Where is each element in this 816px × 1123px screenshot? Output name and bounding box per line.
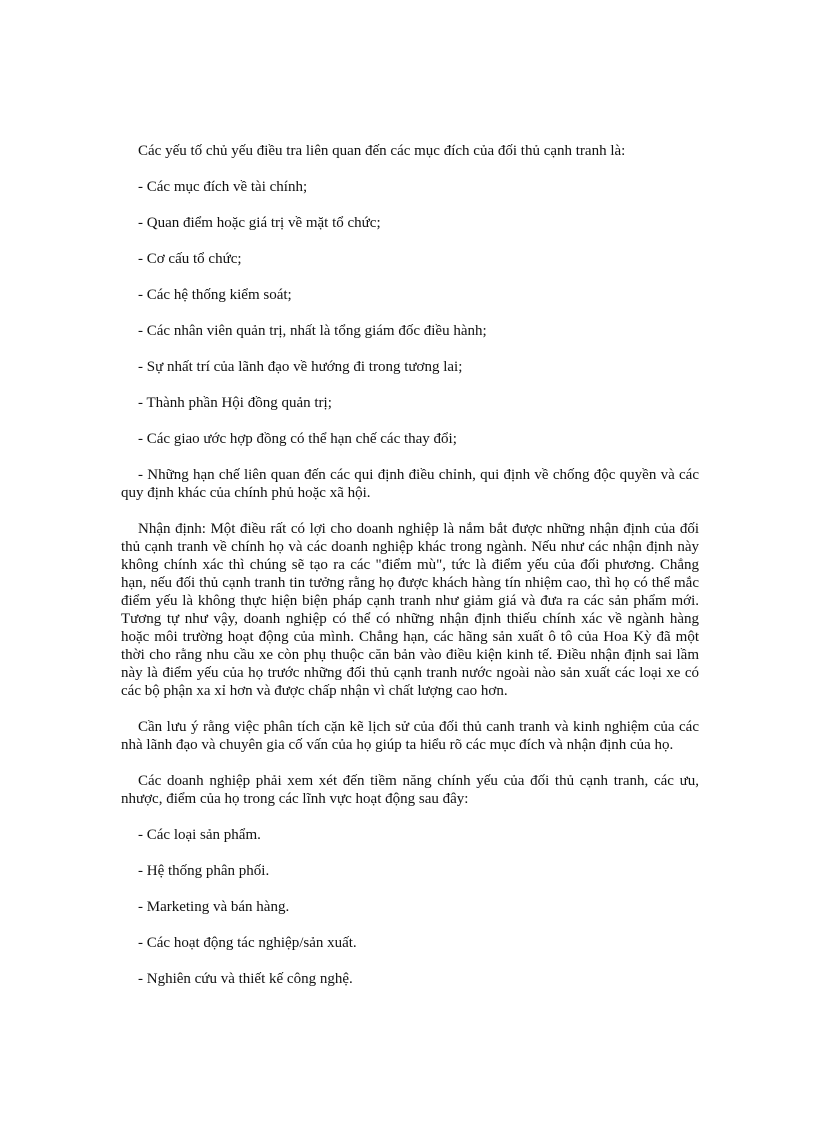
list-item-leadership-consensus: - Sự nhất trí của lãnh đạo về hướng đi trong tương lai;: [138, 359, 463, 375]
list-item-marketing-sales: - Marketing và bán hàng.: [138, 899, 290, 915]
list-item-regulations: - Những hạn chế liên quan đến các qui định điều chỉnh, qui định về chống độc quyền và các quy định khác của chính phủ hoặc xã hội.: [121, 467, 699, 501]
list-item-organizational-structure: - Cơ cấu tổ chức;: [138, 251, 242, 267]
document-body: [121, 142, 699, 988]
list-item-distribution: - Hệ thống phân phối.: [138, 863, 270, 879]
history-paragraph: Cần lưu ý rằng việc phân tích cặn kẽ lịch sử của đối thủ canh tranh và kinh nghiệm của các nhà lãnh đạo và chuyên gia cố vấn của họ giúp ta hiểu rõ các mục đích và nhận định của họ.: [121, 719, 699, 753]
list-item-products: - Các loại sản phẩm.: [138, 827, 261, 843]
intro-text: Các yếu tố chủ yếu điều tra liên quan đến các mục đích của đối thủ cạnh tranh là:: [138, 143, 626, 159]
assessment-paragraph: Nhận định: Một điều rất có lợi cho doanh nghiệp là nắm bắt được những nhận định của đối thủ cạnh tranh về chính họ và các doanh nghiệp khác trong ngành. Nếu như các nhận định này không chính xác thì chúng sẽ tạo ra các "điểm mù", tức là điểm yếu của đối phương. Chẳng hạn, nếu đối thủ cạnh tranh tin tưởng rằng họ được khách hàng tín nhiệm cao, thì họ có thể mắc điểm yếu là không thực hiện biện pháp cạnh tranh như giảm giá và đưa ra các sản phẩm mới. Tương tự như vậy, doanh nghiệp có thể có những nhận định thiếu chính xác về ngành hàng hoặc môi trường hoạt động của mình. Chẳng hạn, các hãng sản xuất ô tô của Hoa Kỳ đã một thời cho rằng nhu cầu xe còn phụ thuộc căn bản vào điều kiện kinh tế. Điều nhận định sai lầm này là điểm yếu của họ trước những đối thủ cạnh tranh nước ngoài nào sản xuất các loại xe có các bộ phận xa xỉ hơn và được chấp nhận vì chất lượng cao hơn.: [121, 521, 699, 699]
list-item-research-design: - Nghiên cứu và thiết kế công nghệ.: [138, 971, 353, 987]
list-item-financial-goals: - Các mục đích về tài chính;: [138, 179, 308, 195]
list-item-organizational-values: - Quan điểm hoặc giá trị về mặt tổ chức;: [138, 215, 381, 231]
potential-paragraph: Các doanh nghiệp phải xem xét đến tiềm năng chính yếu của đối thủ cạnh tranh, các ưu, nhược, điểm của họ trong các lĩnh vực hoạt động sau đây:: [121, 773, 699, 807]
list-item-operations: - Các hoạt động tác nghiệp/sản xuất.: [138, 935, 357, 951]
list-item-board-composition: - Thành phần Hội đồng quản trị;: [138, 395, 332, 411]
list-item-management-staff: - Các nhân viên quản trị, nhất là tổng giám đốc điều hành;: [138, 323, 487, 339]
list-item-control-systems: - Các hệ thống kiểm soát;: [138, 287, 292, 303]
list-item-contract-commitments: - Các giao ước hợp đồng có thể hạn chế các thay đổi;: [138, 431, 457, 447]
